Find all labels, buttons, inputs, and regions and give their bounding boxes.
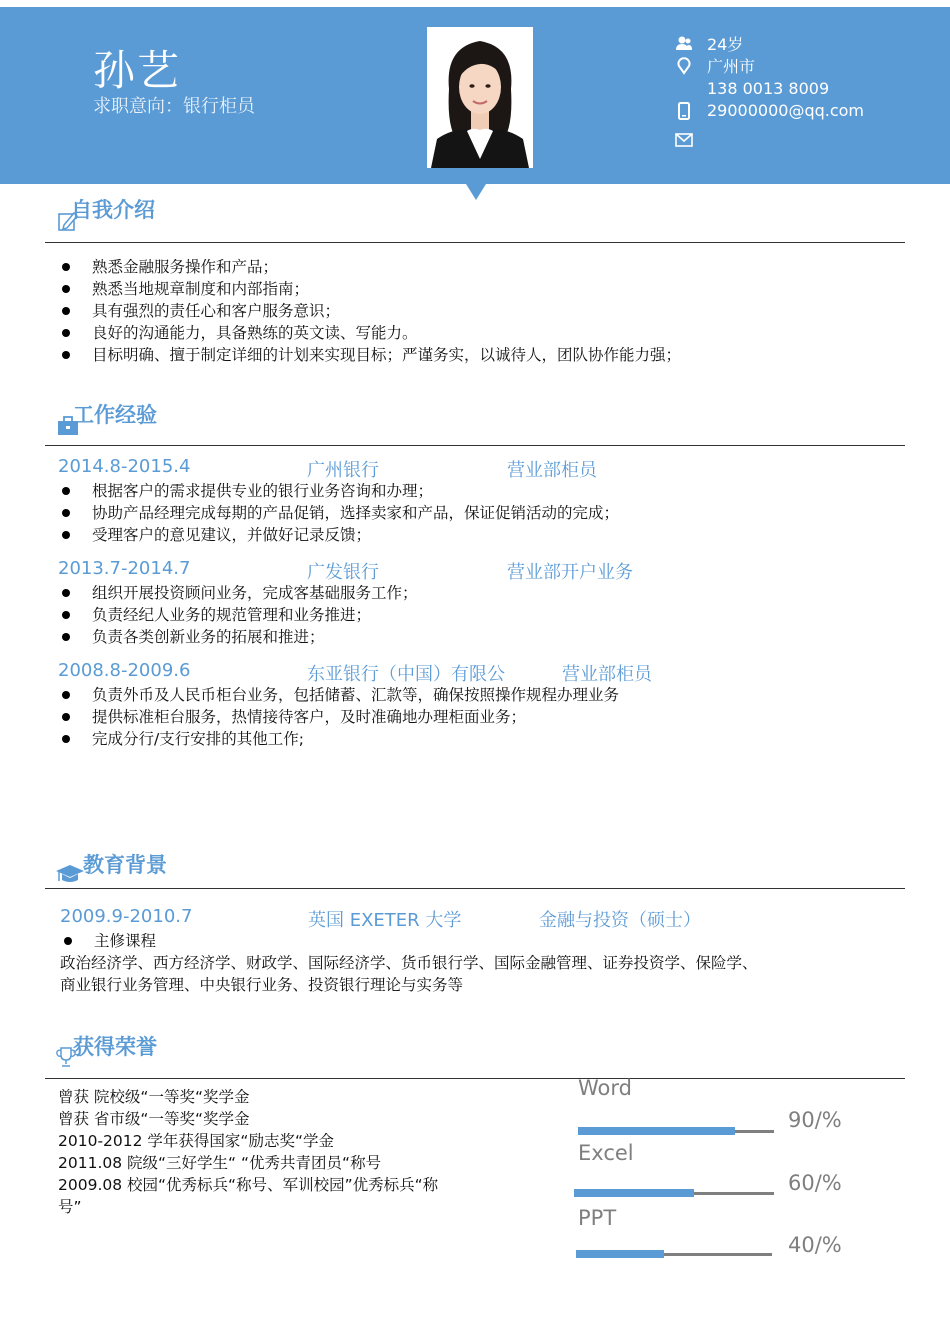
list-item: 负责外币及人民币柜台业务，包括储蓄、汇款等，确保按照操作规程办理业务 xyxy=(58,684,619,706)
job-3-role: 营业部柜员 xyxy=(562,664,652,685)
list-item: 负责各类创新业务的拓展和推进； xyxy=(58,626,418,648)
job-3-company: 东亚银行（中国）有限公 xyxy=(307,664,505,685)
contact-phone-row xyxy=(675,77,864,100)
location-pin-icon xyxy=(675,57,693,75)
honor-item: 2009.08 校园“优秀标兵“称号、军训校园”优秀标兵“称 xyxy=(58,1176,439,1194)
intro-title: 自我介绍 xyxy=(71,198,155,222)
job-1-duties xyxy=(58,480,619,546)
list-item: 熟悉当地规章制度和内部指南； xyxy=(58,278,681,300)
contact-city: 广州市 xyxy=(707,57,756,77)
job-1-period: 2014.8-2015.4 xyxy=(58,456,191,477)
mail-icon xyxy=(675,132,693,146)
work-title: 工作经验 xyxy=(73,403,157,427)
work-divider xyxy=(45,445,905,446)
job-2-role: 营业部开户业务 xyxy=(507,562,633,583)
job-2-company: 广发银行 xyxy=(307,562,379,583)
skill-word-percent: 90/% xyxy=(788,1108,842,1132)
job-1-company: 广州银行 xyxy=(307,460,379,481)
education-courses-label-list xyxy=(60,930,156,952)
honor-item: 2011.08 院级“三好学生“ “优秀共青团员“称号 xyxy=(58,1154,382,1172)
list-item: 主修课程 xyxy=(60,930,156,952)
candidate-name: 孙艺 xyxy=(93,46,182,95)
job-3-period: 2008.8-2009.6 xyxy=(58,660,191,681)
skill-ppt-bar xyxy=(576,1250,664,1258)
courses-line-1: 政治经济学、西方经济学、财政学、国际经济学、货币银行学、国际金融管理、证券投资学、保险学、 xyxy=(60,954,758,972)
education-period: 2009.9-2010.7 xyxy=(60,906,193,927)
education-divider xyxy=(45,888,905,889)
job-2-duties xyxy=(58,582,418,648)
honor-item: 2010-2012 学年获得国家“励志奖“学金 xyxy=(58,1132,334,1150)
intro-list xyxy=(58,256,681,366)
mobile-icon xyxy=(675,102,693,120)
list-item: 良好的沟通能力，具备熟练的英文读、写能力。 xyxy=(58,322,681,344)
contact-block xyxy=(675,32,864,122)
honor-item: 曾获 省市级“一等奖“奖学金 xyxy=(58,1110,250,1128)
skill-ppt-label: PPT xyxy=(578,1206,617,1230)
list-item: 组织开展投资顾问业务，完成客基础服务工作； xyxy=(58,582,418,604)
list-item: 具有强烈的责任心和客户服务意识； xyxy=(58,300,681,322)
list-item: 完成分行/支行安排的其他工作; xyxy=(58,728,619,750)
phone-icon xyxy=(675,79,693,97)
skill-excel-bar xyxy=(574,1189,694,1197)
honors-list xyxy=(58,1086,438,1218)
graduation-cap-icon xyxy=(55,862,85,886)
contact-email-row xyxy=(675,100,864,123)
education-school: 英国 EXETER 大学 xyxy=(308,910,462,931)
honors-title: 获得荣誉 xyxy=(73,1035,157,1059)
contact-age: 24岁 xyxy=(707,34,744,54)
contact-email[interactable]: 29000000@qq.com xyxy=(707,101,865,121)
intro-divider xyxy=(45,242,905,243)
user-icon xyxy=(675,34,693,52)
list-item: 提供标准柜台服务，热情接待客户，及时准确地办理柜面业务； xyxy=(58,706,619,728)
skill-ppt-percent: 40/% xyxy=(788,1233,842,1257)
skill-word-bar xyxy=(578,1127,735,1135)
list-item: 目标明确、擅于制定详细的计划来实现目标；严谨务实，以诚待人，团队协作能力强； xyxy=(58,344,681,366)
contact-phone[interactable]: 138 0013 8009 xyxy=(707,78,830,98)
skill-word-label: Word xyxy=(578,1076,632,1100)
list-item: 根据客户的需求提供专业的银行业务咨询和办理； xyxy=(58,480,619,502)
list-item: 受理客户的意见建议，并做好记录反馈； xyxy=(58,524,619,546)
contact-city-row xyxy=(675,55,864,78)
header-notch xyxy=(466,184,486,200)
job-intent: 求职意向：银行柜员 xyxy=(93,96,255,117)
portrait-photo xyxy=(427,27,533,168)
list-item: 熟悉金融服务操作和产品； xyxy=(58,256,681,278)
skill-excel-label: Excel xyxy=(578,1141,634,1165)
education-major: 金融与投资（硕士） xyxy=(539,910,701,931)
education-title: 教育背景 xyxy=(83,853,167,877)
honors-divider xyxy=(45,1078,905,1079)
skill-excel-percent: 60/% xyxy=(788,1171,842,1195)
list-item: 协助产品经理完成每期的产品促销，选择卖家和产品，保证促销活动的完成； xyxy=(58,502,619,524)
honor-item: 号” xyxy=(58,1198,82,1216)
list-item: 负责经纪人业务的规范管理和业务推进； xyxy=(58,604,418,626)
honor-item: 曾获 院校级“一等奖“奖学金 xyxy=(58,1088,250,1106)
job-1-role: 营业部柜员 xyxy=(507,460,597,481)
job-2-period: 2013.7-2014.7 xyxy=(58,558,191,579)
contact-age-row xyxy=(675,32,864,55)
courses-line-2: 商业银行业务管理、中央银行业务、投资银行理论与实务等 xyxy=(60,976,464,994)
job-3-duties xyxy=(58,684,619,750)
